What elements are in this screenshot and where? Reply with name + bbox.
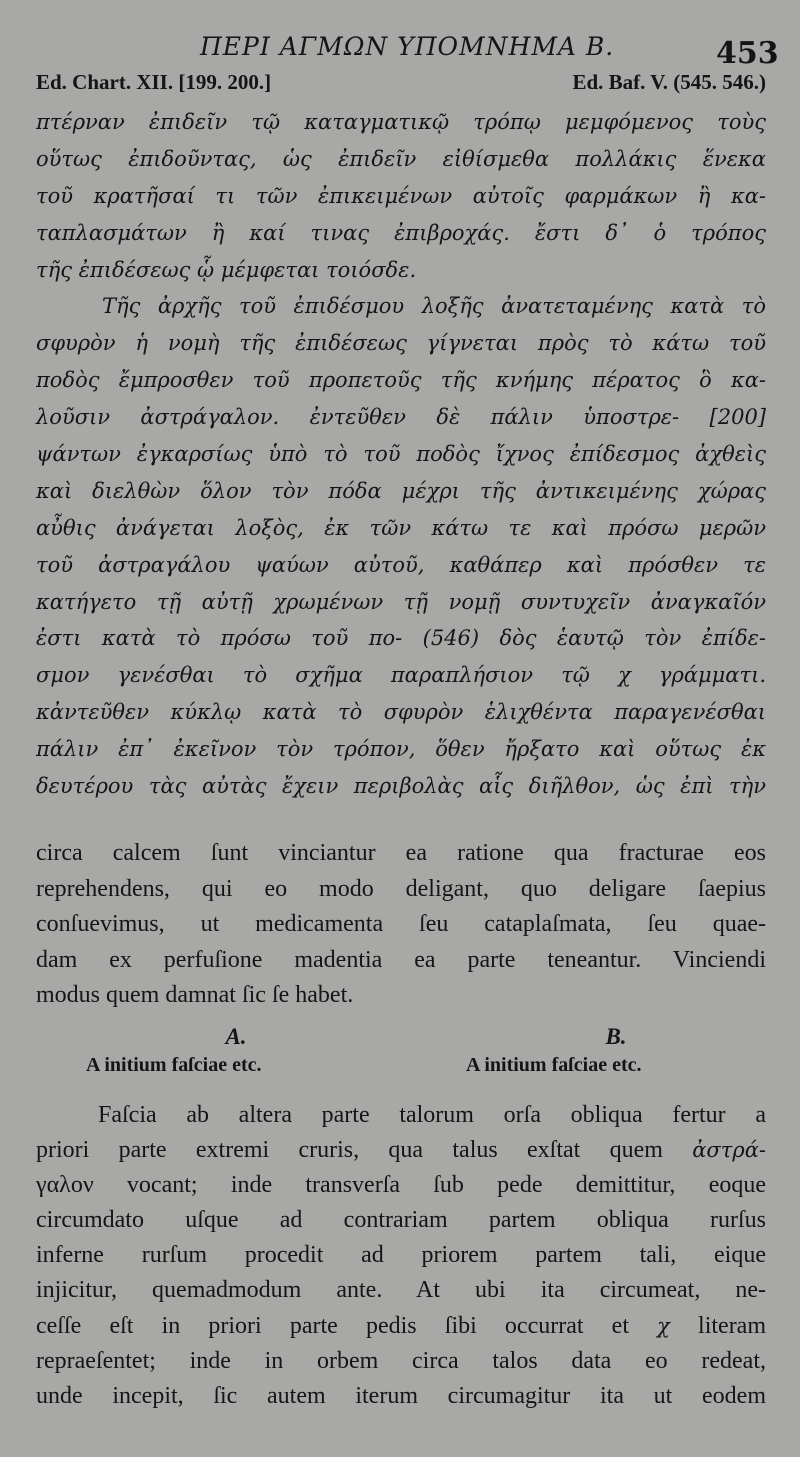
latin-line: repraeſentet; inde in orbem circa talos data eo redeat, <box>36 1347 766 1374</box>
latin-line-text: priori parte extremi cruris, qua talus exſtat quem <box>36 1137 693 1164</box>
running-title: ΠΕΡΙ ΑΓΜΩΝ ΥΠΟΜΝΗΜΑ Β. <box>200 32 615 61</box>
greek-line: τοῦ κρατῆσαί τι τῶν ἐπικειμένων αὐτοῖς φαρμάκων ἢ κα- <box>36 183 766 208</box>
greek-word-inline: ἀστρά- <box>692 1138 766 1163</box>
greek-line: Τῆς ἀρχῆς τοῦ ἐπιδέσμου λοξῆς ἀνατεταμένης κατὰ τὸ <box>102 294 766 319</box>
latin-line: γαλον vocant; inde transverſa ſub pede demittitur, eoque <box>36 1172 766 1199</box>
variant-a-letter: A. <box>225 1024 247 1049</box>
latin-line: inferne rurſum procedit ad priorem partem tali, eique <box>36 1242 766 1269</box>
greek-letter-inline: χ <box>657 1313 670 1338</box>
latin-line: unde incepit, ſic autem iterum circumagitur ita ut eodem <box>36 1382 766 1409</box>
variant-b-text: A initium faſciae etc. <box>466 1054 642 1076</box>
latin-line: circumdato uſque ad contrariam partem obliqua rurſus <box>36 1207 766 1234</box>
latin-line: reprehendens, qui eo modo deligant, quo deligare ſaepius <box>36 875 766 902</box>
variant-b-letter: B. <box>605 1024 627 1049</box>
variant-b <box>466 1024 766 1077</box>
greek-line: τοῦ ἀστραγάλου ψαύων αὐτοῦ, καθάπερ καὶ πρόσθεν τε <box>36 552 766 577</box>
greek-line: ποδὸς ἔμπροσθεν τοῦ προπετοῦς τῆς κνήμης πέρατος ὃ κα- <box>36 368 766 393</box>
greek-line: πάλιν ἐπ᾽ ἐκεῖνον τὸν τρόπον, ὅθεν ἤρξατο καὶ οὕτως ἐκ <box>36 737 766 762</box>
variant-a <box>86 1024 386 1077</box>
greek-line: αὖθις ἀνάγεται λοξὸς, ἐκ τῶν κάτω τε καὶ πρόσω μερῶν <box>36 515 766 540</box>
latin-line: conſuevimus, ut medicamenta ſeu cataplaſmata, ſeu quae- <box>36 911 766 938</box>
greek-line: δευτέρου τὰς αὐτὰς ἔχειν περιβολὰς αἷς διῆλθον, ὡς ἐπὶ τὴν <box>36 774 766 799</box>
variant-a-text: A initium faſciae etc. <box>86 1054 262 1076</box>
latin-translation-block <box>36 836 766 1014</box>
greek-line: σμον γενέσθαι τὸ σχῆμα παραπλήσιον τῷ χ γράμματι. <box>36 663 766 688</box>
greek-line: ψάντων ἐγκαρσίως ὑπὸ τὸ τοῦ ποδὸς ἴχνος ἐπίδεσμος ἀχθεὶς <box>36 442 766 467</box>
latin-line <box>36 1133 766 1168</box>
latin-line: injicitur, quemadmodum ante. At ubi ita circumeat, ne- <box>36 1277 766 1304</box>
latin-translation-block-2 <box>36 1098 766 1414</box>
greek-line: κἀντεῦθεν κύκλῳ κατὰ τὸ σφυρὸν ἑλιχθέντα παραγενέσθαι <box>36 700 766 725</box>
greek-text-block <box>36 104 766 805</box>
greek-line: ἐστι κατὰ τὸ πρόσω τοῦ πο- (546) δὸς ἑαυτῷ τὸν ἐπίδε- <box>36 626 766 651</box>
edition-chartier: Ed. Chart. XII. [199. 200.] <box>36 70 272 94</box>
greek-line: τῆς ἐπιδέσεως ᾧ μέμφεται τοιόσδε. <box>36 257 417 282</box>
variant-readings <box>36 1024 766 1094</box>
edition-basel: Ed. Baf. V. (545. 546.) <box>572 70 766 94</box>
latin-line-tail: literam <box>669 1312 767 1339</box>
greek-line: κατήγετο τῇ αὐτῇ χρωμένων τῇ νομῇ συντυχεῖν ἀναγκαῖόν <box>36 589 766 614</box>
greek-line: καὶ διελθὼν ὅλον τὸν πόδα μέχρι τῆς ἀντικειμένης χώρας <box>36 478 766 503</box>
greek-line: πτέρναν ἐπιδεῖν τῷ καταγματικῷ τρόπῳ μεμφόμενος τοὺς <box>36 110 766 134</box>
latin-line: dam ex perfuſione madentia ea parte teneantur. Vinciendi <box>36 946 766 973</box>
latin-line: modus quem damnat ſic ſe habet. <box>36 982 354 1009</box>
edition-reference-line <box>36 70 766 102</box>
running-head <box>0 28 800 71</box>
latin-line <box>36 1309 766 1344</box>
latin-line: circa calcem ſunt vinciantur ea ratione qua fracturae eos <box>36 840 766 866</box>
greek-line: ταπλασμάτων ἢ καί τινας ἐπιβροχάς. ἔστι δ᾽ ὁ τρόπος <box>36 220 766 245</box>
latin-line-text: ceſſe eſt in priori parte pedis ſibi occurrat et <box>36 1312 658 1339</box>
page-number: 453 <box>716 36 779 71</box>
greek-line: σφυρὸν ἡ νομὴ τῆς ἐπιδέσεως γίγνεται πρὸς τὸ κάτω τοῦ <box>36 331 766 356</box>
latin-line: Faſcia ab altera parte talorum orſa obliqua fertur a <box>98 1102 766 1128</box>
greek-line: οὕτως ἐπιδοῦντας, ὡς ἐπιδεῖν εἰθίσμεθα πολλάκις ἕνεκα <box>36 146 766 171</box>
greek-line: λοῦσιν ἀστράγαλον. ἐντεῦθεν δὲ πάλιν ὑποστρε- [200] <box>36 405 766 430</box>
